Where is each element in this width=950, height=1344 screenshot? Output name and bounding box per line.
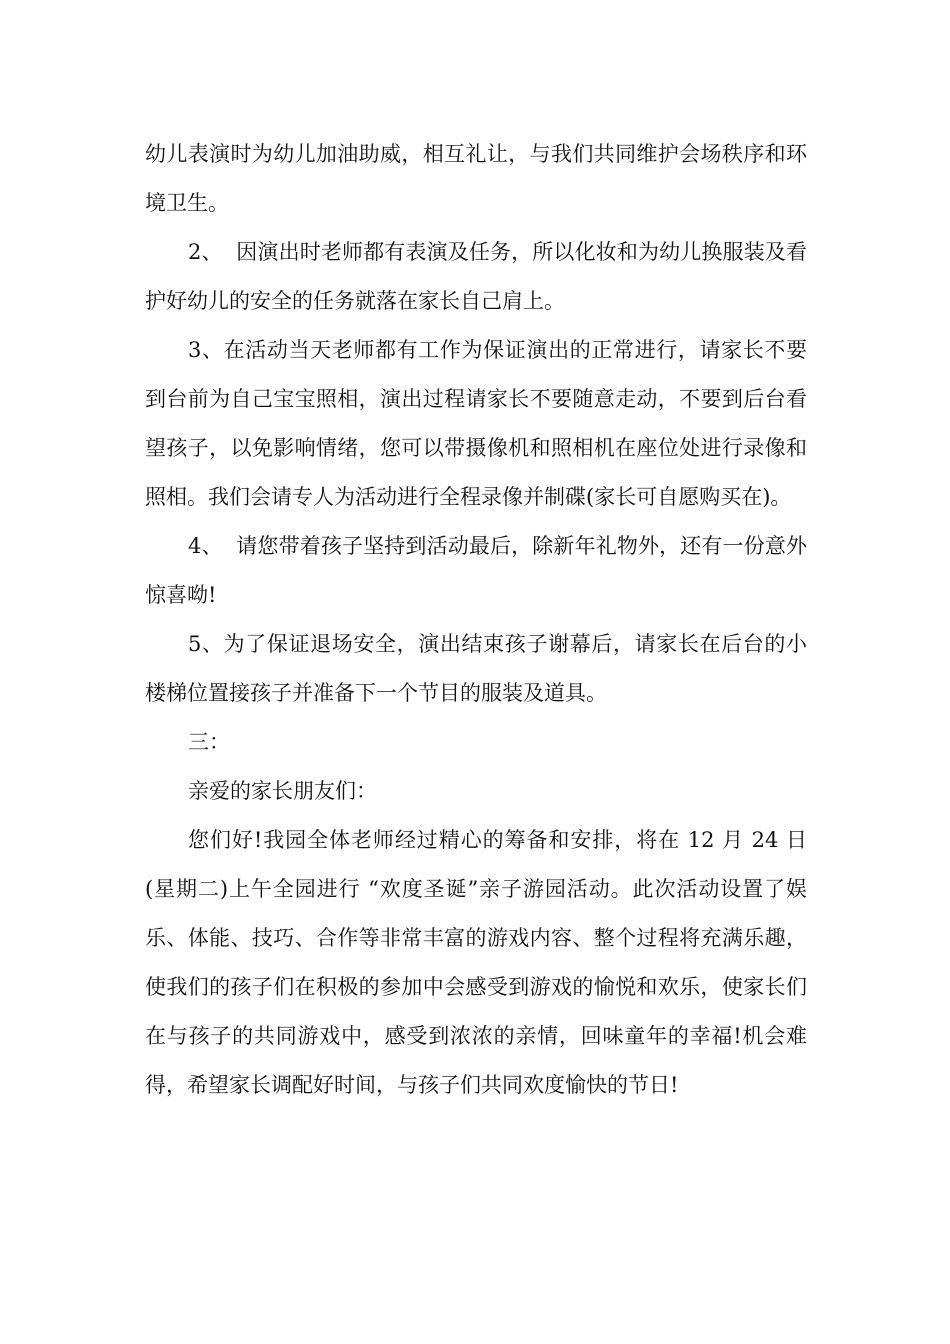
document-body bbox=[145, 130, 807, 1110]
letter-salutation: 亲爱的家长朋友们： bbox=[188, 779, 377, 803]
paragraph-item-4: 4、 请您带着孩子坚持到活动最后，除新年礼物外，还有一份意外惊喜呦! bbox=[145, 534, 807, 607]
paragraph-item-2: 2、 因演出时老师都有表演及任务，所以化妆和为幼儿换服装及看护好幼儿的安全的任务就落在家长自己肩上。 bbox=[145, 240, 807, 313]
section-heading-three: 三： bbox=[188, 730, 230, 754]
paragraph-item-5: 5、为了保证退场安全，演出结束孩子谢幕后，请家长在后台的小楼梯位置接孩子并准备下一个节目的服装及道具。 bbox=[145, 632, 807, 705]
paragraph-continuation: 幼儿表演时为幼儿加油助威，相互礼让，与我们共同维护会场秩序和环境卫生。 bbox=[145, 142, 807, 215]
paragraph-item-3: 3、在活动当天老师都有工作为保证演出的正常进行，请家长不要到台前为自己宝宝照相，演出过程请家长不要随意走动，不要到后台看望孩子，以免影响情绪，您可以带摄像机和照相机在座位处进行录像和照相。我们会请专人为活动进行全程录像并制碟(家长可自愿购买在)。 bbox=[145, 338, 807, 509]
letter-body: 您们好!我园全体老师经过精心的筹备和安排，将在 12 月 24 日(星期二)上午全园进行 “欢度圣诞”亲子游园活动。此次活动设置了娱乐、体能、技巧、合作等非常丰富的游戏内容、整个过程将充满乐趣，使我们的孩子们在积极的参加中会感受到游戏的愉悦和欢乐，使家长们在与孩子的共同游戏中，感受到浓浓的亲情，回味童年的幸福!机会难得，希望家长调配好时间，与孩子们共同欢度愉快的节日! bbox=[145, 828, 807, 1097]
